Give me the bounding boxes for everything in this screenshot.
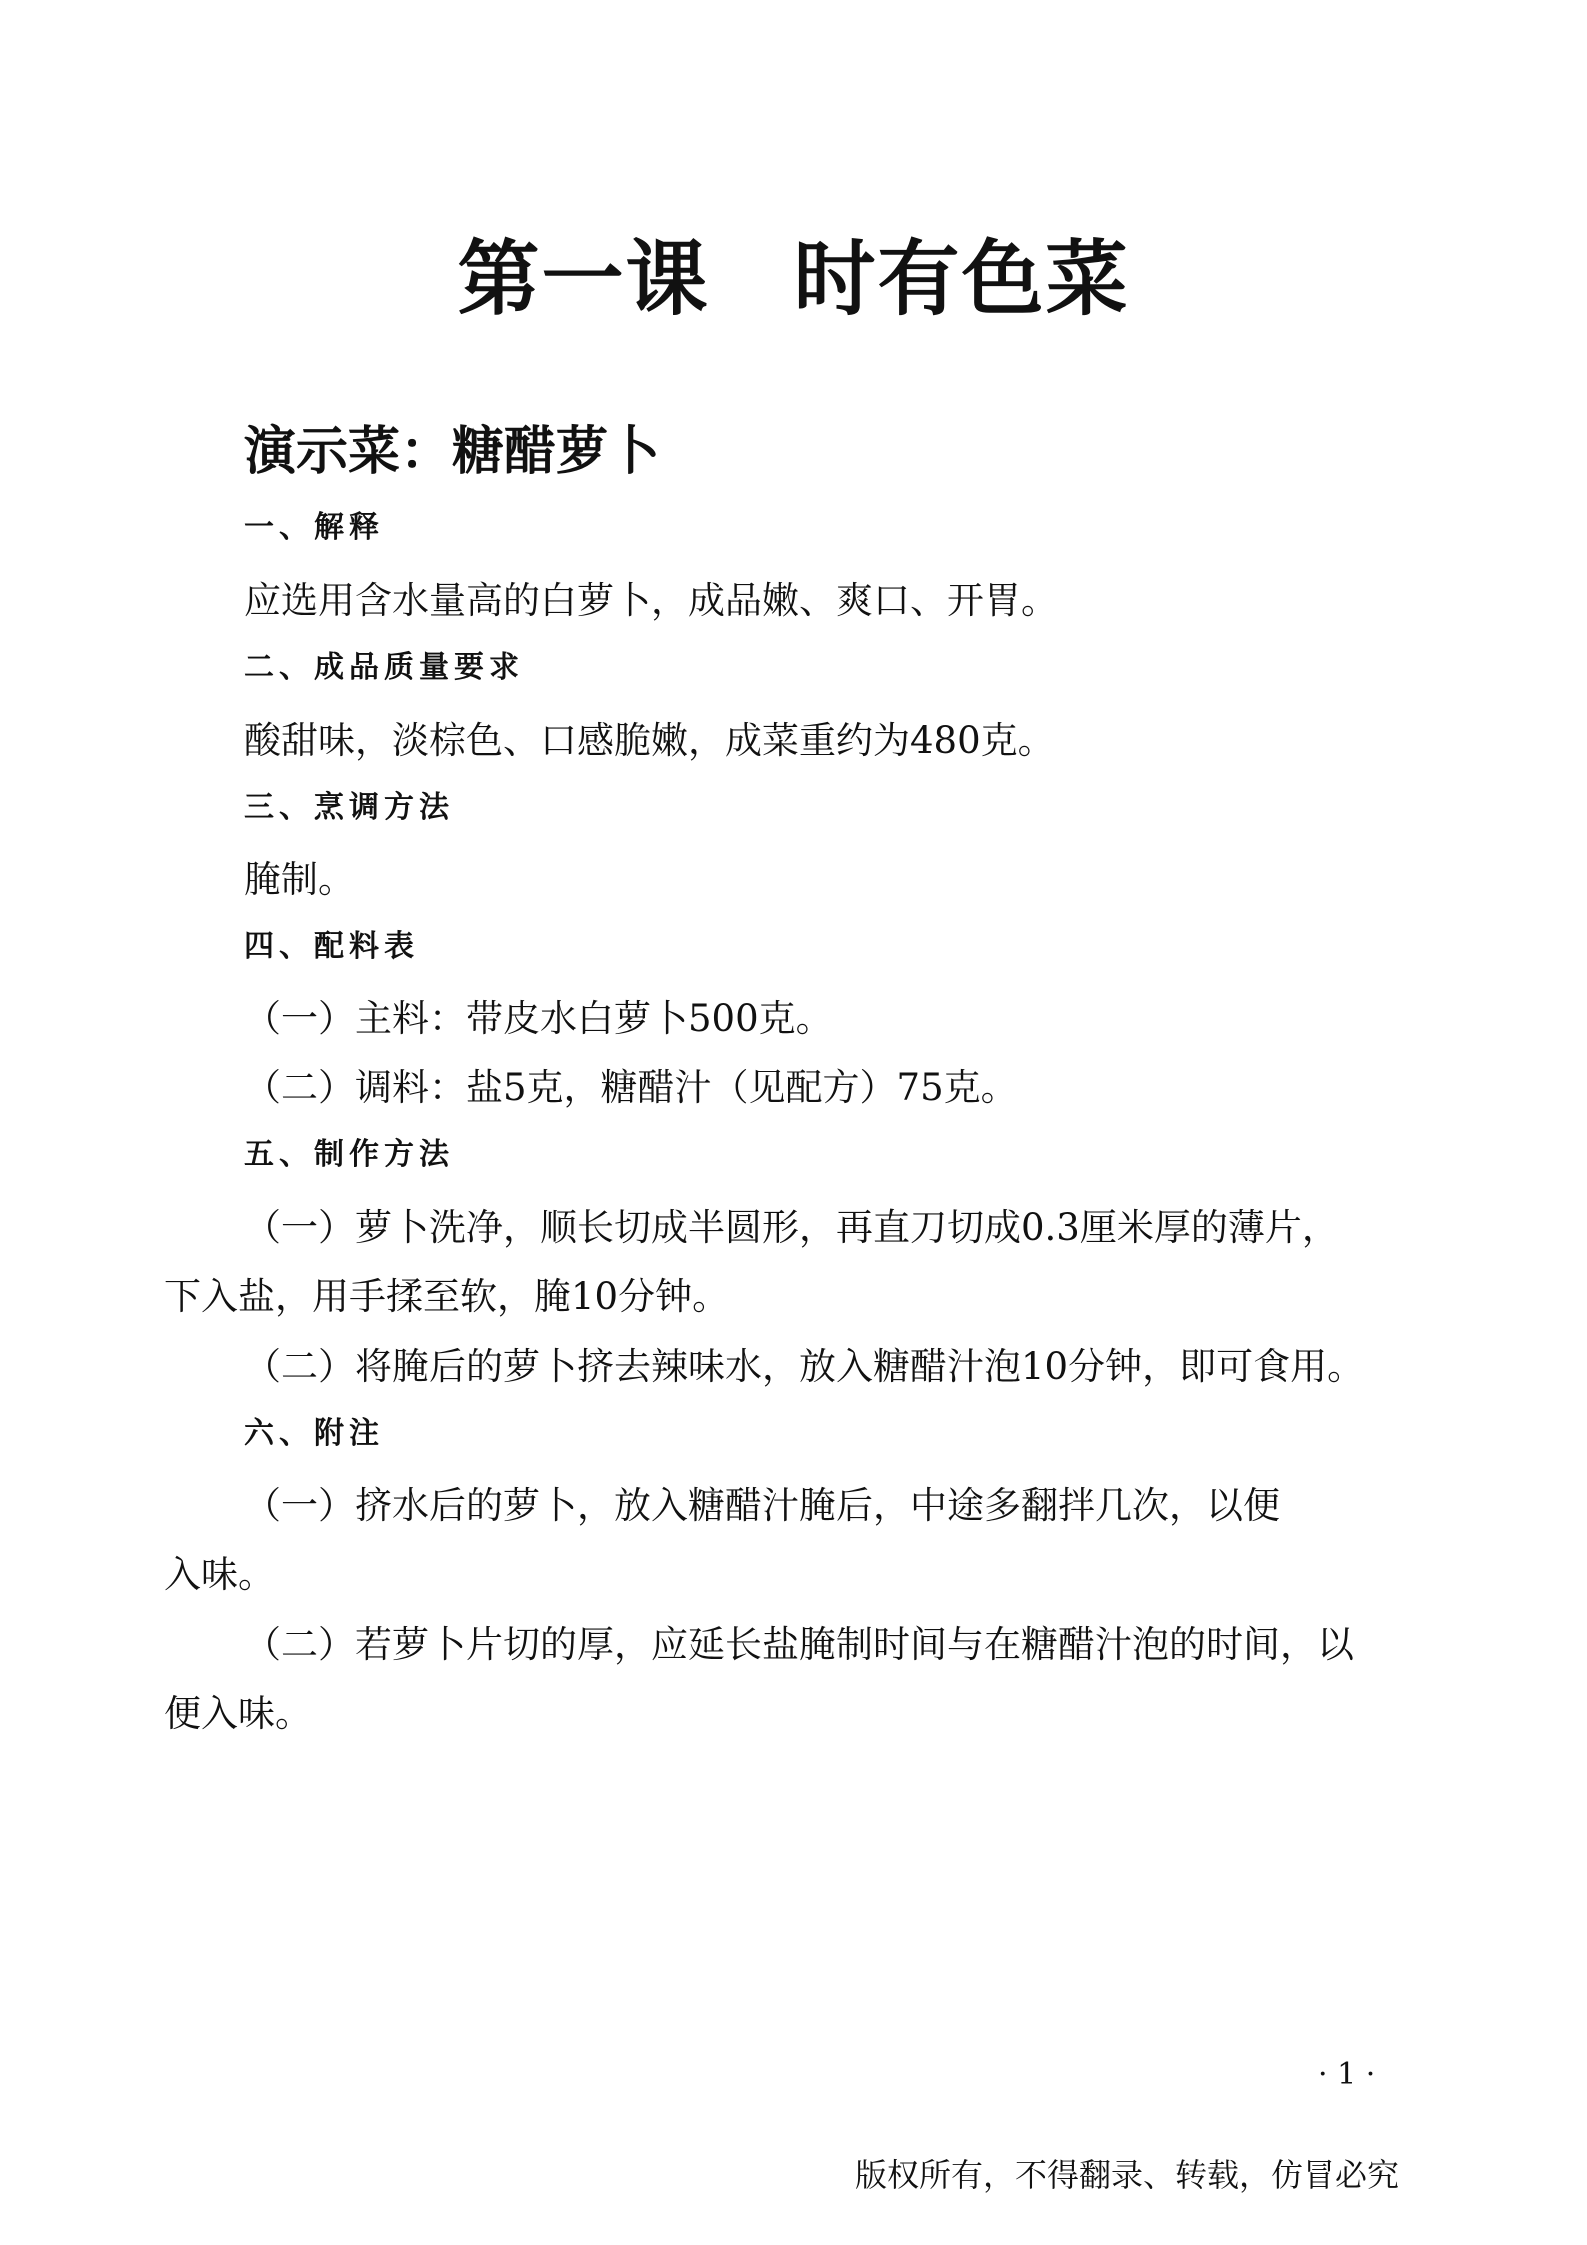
preparation-step-1-line-2: 下入盐，用手揉至软，腌10分钟。 <box>164 1275 730 1318</box>
ingredient-seasoning: （二）调料：盐5克，糖醋汁（见配方）75克。 <box>244 1066 1018 1109</box>
note-1-line-1: （一）挤水后的萝卜，放入糖醋汁腌后，中途多翻拌几次，以便 <box>244 1484 1280 1527</box>
page-number: · 1 · <box>1318 2057 1376 2092</box>
ingredient-main: （一）主料：带皮水白萝卜500克。 <box>244 997 833 1040</box>
note-1-line-2: 入味。 <box>164 1553 275 1596</box>
section-heading-notes: 六、附注 <box>244 1416 384 1451</box>
preparation-step-2-line-1: （二）将腌后的萝卜挤去辣味水，放入糖醋汁泡10分钟，即可食用。 <box>244 1345 1365 1388</box>
section-text-explanation: 应选用含水量高的白萝卜，成品嫩、爽口、开胃。 <box>244 579 1058 622</box>
section-heading-quality: 二、成品质量要求 <box>244 650 524 685</box>
section-heading-preparation: 五、制作方法 <box>244 1137 454 1172</box>
note-2-line-1: （二）若萝卜片切的厚，应延长盐腌制时间与在糖醋汁泡的时间，以 <box>244 1623 1354 1666</box>
demo-dish-title: 演示菜：糖醋萝卜 <box>244 422 661 482</box>
section-heading-explanation: 一、解释 <box>244 510 384 545</box>
note-2-line-2: 便入味。 <box>164 1692 312 1735</box>
section-text-cooking-method: 腌制。 <box>244 858 355 901</box>
section-heading-cooking-method: 三、烹调方法 <box>244 790 454 825</box>
lesson-title: 第一课 时有色菜 <box>457 231 1130 327</box>
section-text-quality: 酸甜味，淡棕色、口感脆嫩，成菜重约为480克。 <box>244 719 1055 762</box>
preparation-step-1-line-1: （一）萝卜洗净，顺长切成半圆形，再直刀切成0.3厘米厚的薄片， <box>244 1206 1339 1249</box>
section-heading-ingredients: 四、配料表 <box>244 929 419 964</box>
copyright-notice: 版权所有，不得翻录、转载，仿冒必究 <box>855 2156 1400 2194</box>
